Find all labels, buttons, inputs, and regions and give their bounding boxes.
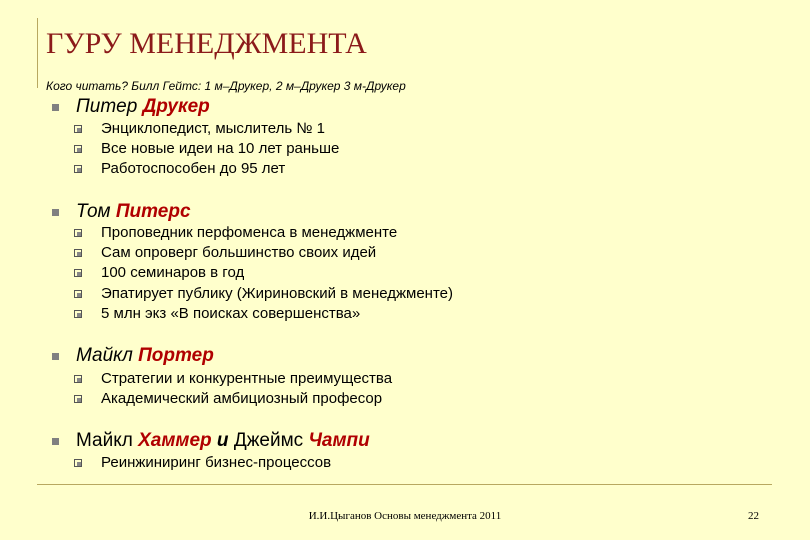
guru-last-name-2: Чампи (308, 430, 370, 451)
checkbox-bullet-icon (74, 290, 82, 298)
guru-first-name: Майкл (76, 430, 139, 451)
point-text: 100 семинаров в год (101, 264, 245, 281)
checkbox-bullet-icon (74, 125, 82, 133)
footer-text: И.И.Цыганов Основы менеджмента 2011 (308, 510, 502, 522)
guru-first-name: Том (76, 201, 116, 222)
guru-first-name: Майкл (76, 345, 139, 366)
point-text: Реинжиниринг бизнес-процессов (101, 454, 332, 471)
conjunction: и (211, 430, 234, 451)
guru-first-name: Питер (76, 96, 143, 117)
checkbox-bullet-icon (74, 459, 82, 467)
footer-rule (37, 484, 772, 485)
checkbox-bullet-icon (74, 269, 82, 277)
guru-first-name-2: Джеймс (233, 430, 309, 451)
guru-last-name: Друкер (142, 96, 210, 117)
point-text: Стратегии и конкурентные преимущества (101, 370, 393, 387)
guru-last-name: Питерс (115, 201, 191, 222)
checkbox-bullet-icon (74, 165, 82, 173)
title-vertical-rule (37, 18, 38, 88)
square-bullet-icon (52, 209, 59, 216)
checkbox-bullet-icon (74, 395, 82, 403)
checkbox-bullet-icon (74, 145, 82, 153)
guru-last-name: Портер (138, 345, 214, 366)
checkbox-bullet-icon (74, 375, 82, 383)
point-text: 5 млн экз «В поисках совершенства» (101, 305, 361, 322)
point-text: Сам опроверг большинство своих идей (101, 244, 377, 261)
checkbox-bullet-icon (74, 249, 82, 257)
square-bullet-icon (52, 104, 59, 111)
checkbox-bullet-icon (74, 310, 82, 318)
slide-title: ГУРУ МЕНЕДЖМЕНТА (46, 27, 367, 60)
square-bullet-icon (52, 353, 59, 360)
page-number: 22 (748, 510, 759, 522)
point-text: Эпатирует публику (Жириновский в менеджменте) (101, 285, 454, 302)
point-text: Энциклопедист, мыслитель № 1 (101, 120, 325, 137)
point-text: Проповедник перфоменса в менеджменте (101, 224, 398, 241)
square-bullet-icon (52, 438, 59, 445)
point-text: Работоспособен до 95 лет (101, 160, 286, 177)
point-text: Все новые идеи на 10 лет раньше (101, 140, 340, 157)
point-text: Академический амбициозный професор (101, 390, 383, 407)
checkbox-bullet-icon (74, 229, 82, 237)
slide-subtitle: Кого читать? Билл Гейтс: 1 м–Друкер, 2 м–Друкер 3 м-Друкер (46, 79, 406, 93)
guru-last-name: Хаммер (138, 430, 212, 451)
